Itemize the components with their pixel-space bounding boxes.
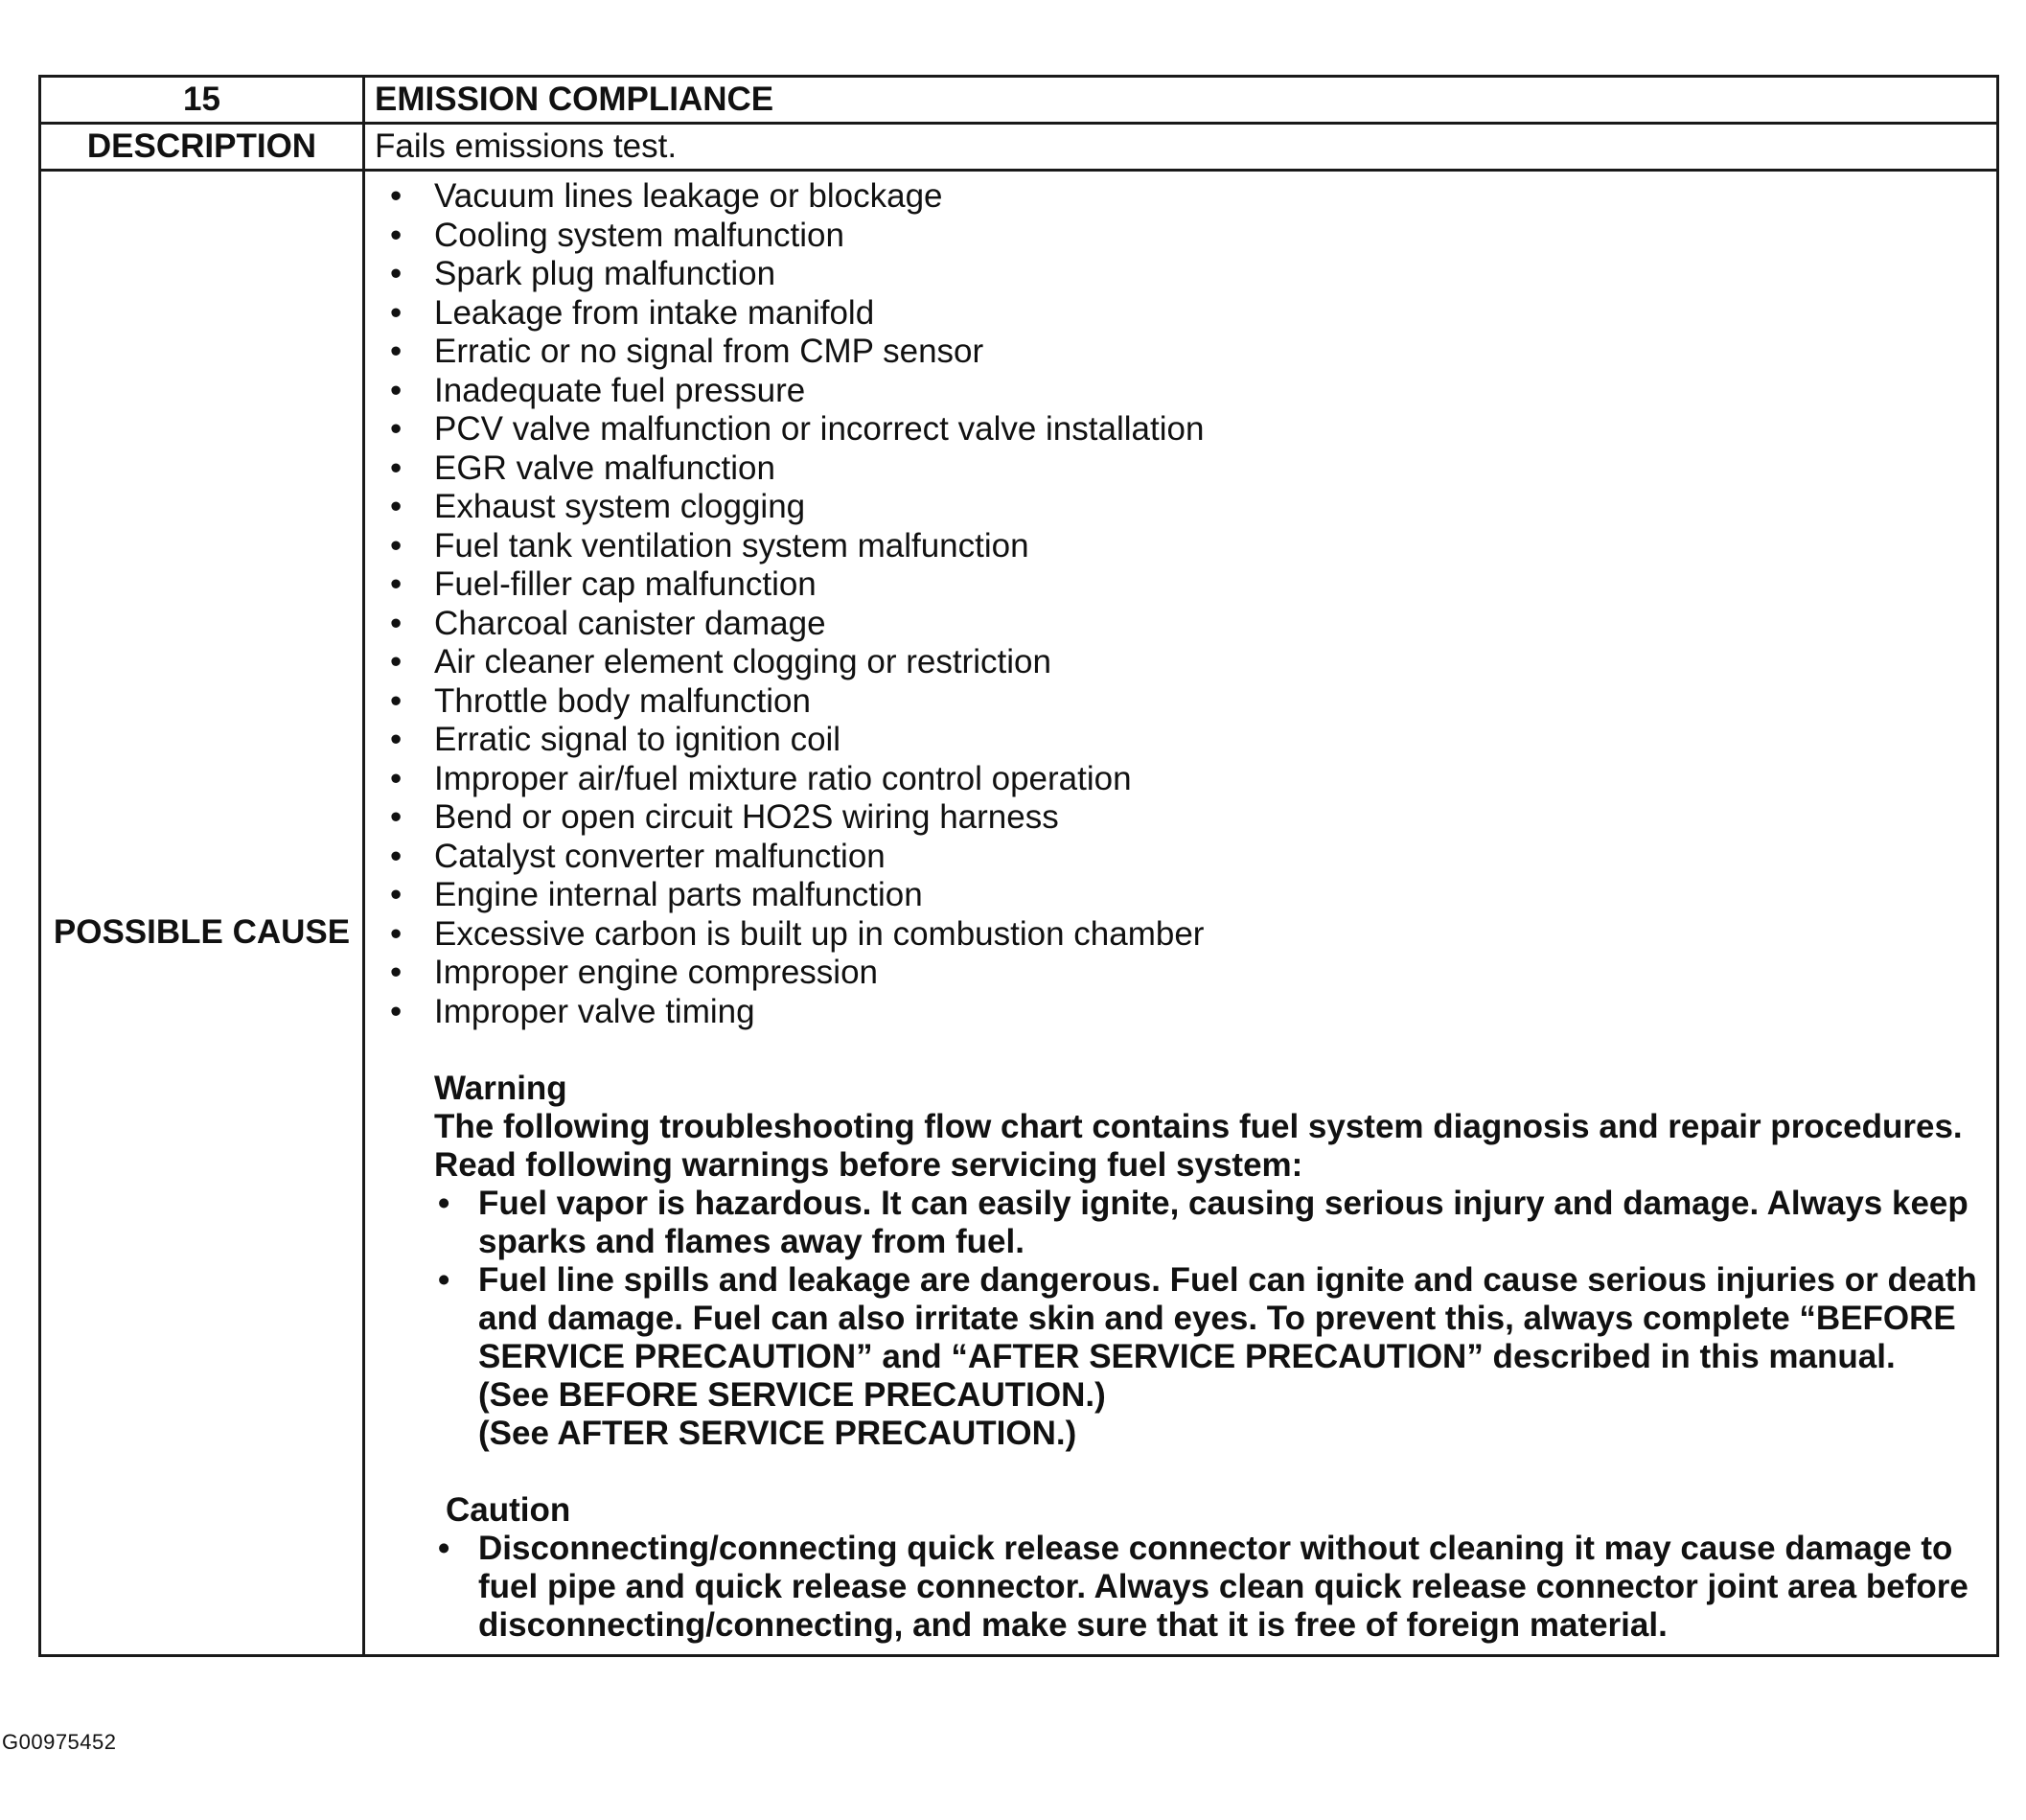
bullet-icon: • [390,410,403,448]
cause-item [382,876,1979,915]
cause-item-text: Bend or open circuit HO2S wiring harness [434,798,1059,836]
bullet-icon: • [390,681,403,720]
caution-block [382,1491,1979,1645]
cause-item [382,798,1979,838]
cause-item [382,721,1979,760]
cause-item-text: Improper engine compression [434,954,879,991]
figure-id: G00975452 [2,1730,117,1754]
bullet-icon: • [390,216,403,254]
cause-item [382,488,1979,527]
caution-item-text: Disconnecting/connecting quick release connector without cleaning it may cause damage to fuel pipe and quick release connector. Always clean quick release connector joint area before disconnecting/connecting, and make sure that it is free of foreign material. [478,1530,1968,1644]
bullet-icon: • [390,565,403,603]
bullet-icon: • [390,721,403,758]
bullet-icon: • [390,255,403,292]
cause-item-text: Improper valve timing [434,992,755,1030]
bullet-icon: • [390,914,403,953]
cause-item [382,605,1979,644]
bullet-icon: • [438,1530,450,1567]
bullet-icon: • [390,604,403,642]
warning-list [434,1185,1979,1376]
cause-item-text: EGR valve malfunction [434,449,775,487]
warning-intro: The following troubleshooting flow chart contains fuel system diagnosis and repair procedures. Read following warnings before servicing fuel system: [434,1108,1963,1184]
caution-title: Caution [446,1491,571,1529]
cause-item-text: Erratic or no signal from CMP sensor [434,333,984,370]
cause-item-text: Air cleaner element clogging or restriction [434,643,1051,680]
bullet-icon: • [390,876,403,913]
cause-item [382,954,1979,993]
header-row [40,77,1998,124]
cause-item-text: Excessive carbon is built up in combustion chamber [434,914,1205,953]
bullet-icon: • [390,526,403,564]
cause-item [382,217,1979,256]
warning-block [382,1070,1979,1453]
possible-cause-row [40,171,1998,1656]
possible-cause-label: POSSIBLE CAUSE [40,171,364,1656]
cause-item [382,410,1979,449]
bullet-icon: • [390,643,403,680]
warning-item-text: Fuel vapor is hazardous. It can easily ignite, causing serious injury and damage. Always keep sparks and flames away from fuel. [478,1185,1968,1260]
bullet-icon: • [390,293,403,332]
cause-item-text: Vacuum lines leakage or blockage [434,177,943,215]
description-label: DESCRIPTION [40,124,364,171]
step-number: 15 [40,77,364,124]
bullet-icon: • [390,333,403,370]
bullet-icon: • [438,1185,450,1222]
cause-item-text: Spark plug malfunction [434,255,776,292]
warning-item [434,1261,1979,1376]
table-title: EMISSION COMPLIANCE [364,77,1998,124]
bullet-icon: • [390,992,403,1030]
see-before-service-link: (See BEFORE SERVICE PRECAUTION.) [478,1376,1106,1414]
bullet-icon: • [390,449,403,487]
bullet-icon: • [390,371,403,409]
cause-item-text: Exhaust system clogging [434,488,806,525]
cause-item [382,527,1979,566]
emission-compliance-table [38,75,1999,1657]
cause-item [382,372,1979,411]
cause-item-text: Leakage from intake manifold [434,293,875,332]
cause-list [382,177,1979,1031]
cause-item-text: Fuel-filler cap malfunction [434,565,817,603]
cause-item [382,565,1979,605]
cause-item-text: Cooling system malfunction [434,216,844,254]
cause-item-text: Erratic signal to ignition coil [434,721,841,758]
bullet-icon: • [390,837,403,875]
cause-item [382,643,1979,682]
cause-item [382,760,1979,799]
bullet-icon: • [390,488,403,525]
cause-item [382,177,1979,217]
cause-item-text: Catalyst converter malfunction [434,837,886,875]
caution-list [438,1530,1979,1645]
cause-item-text: Inadequate fuel pressure [434,371,806,409]
bullet-icon: • [390,759,403,797]
cause-item [382,255,1979,294]
possible-cause-content [364,171,1998,1656]
warning-title: Warning [434,1070,567,1107]
see-after-service-link: (See AFTER SERVICE PRECAUTION.) [478,1415,1077,1452]
warning-item [434,1185,1979,1261]
cause-item-text: Engine internal parts malfunction [434,876,923,913]
caution-item [438,1530,1979,1645]
cause-item [382,682,1979,722]
bullet-icon: • [390,798,403,836]
bullet-icon: • [390,177,403,215]
cause-item [382,993,1979,1032]
cause-item [382,449,1979,489]
cause-item-text: PCV valve malfunction or incorrect valve installation [434,410,1205,448]
description-row [40,124,1998,171]
cause-item [382,838,1979,877]
bullet-icon: • [390,954,403,991]
cause-item-text: Charcoal canister damage [434,604,826,642]
cause-item [382,333,1979,372]
description-text: Fails emissions test. [364,124,1998,171]
cause-item-text: Improper air/fuel mixture ratio control operation [434,759,1132,797]
cause-item [382,915,1979,955]
bullet-icon: • [438,1261,450,1299]
cause-item-text: Fuel tank ventilation system malfunction [434,526,1029,564]
cause-item-text: Throttle body malfunction [434,681,811,720]
cause-item [382,294,1979,334]
warning-item-text: Fuel line spills and leakage are dangerous. Fuel can ignite and cause serious injuries or death and damage. Fuel can also irritate skin and eyes. To prevent this, always complete “BEFORE SERVICE PRECAUTION” and “AFTER SERVICE PRECAUTION” described in this manual. [478,1261,1977,1375]
